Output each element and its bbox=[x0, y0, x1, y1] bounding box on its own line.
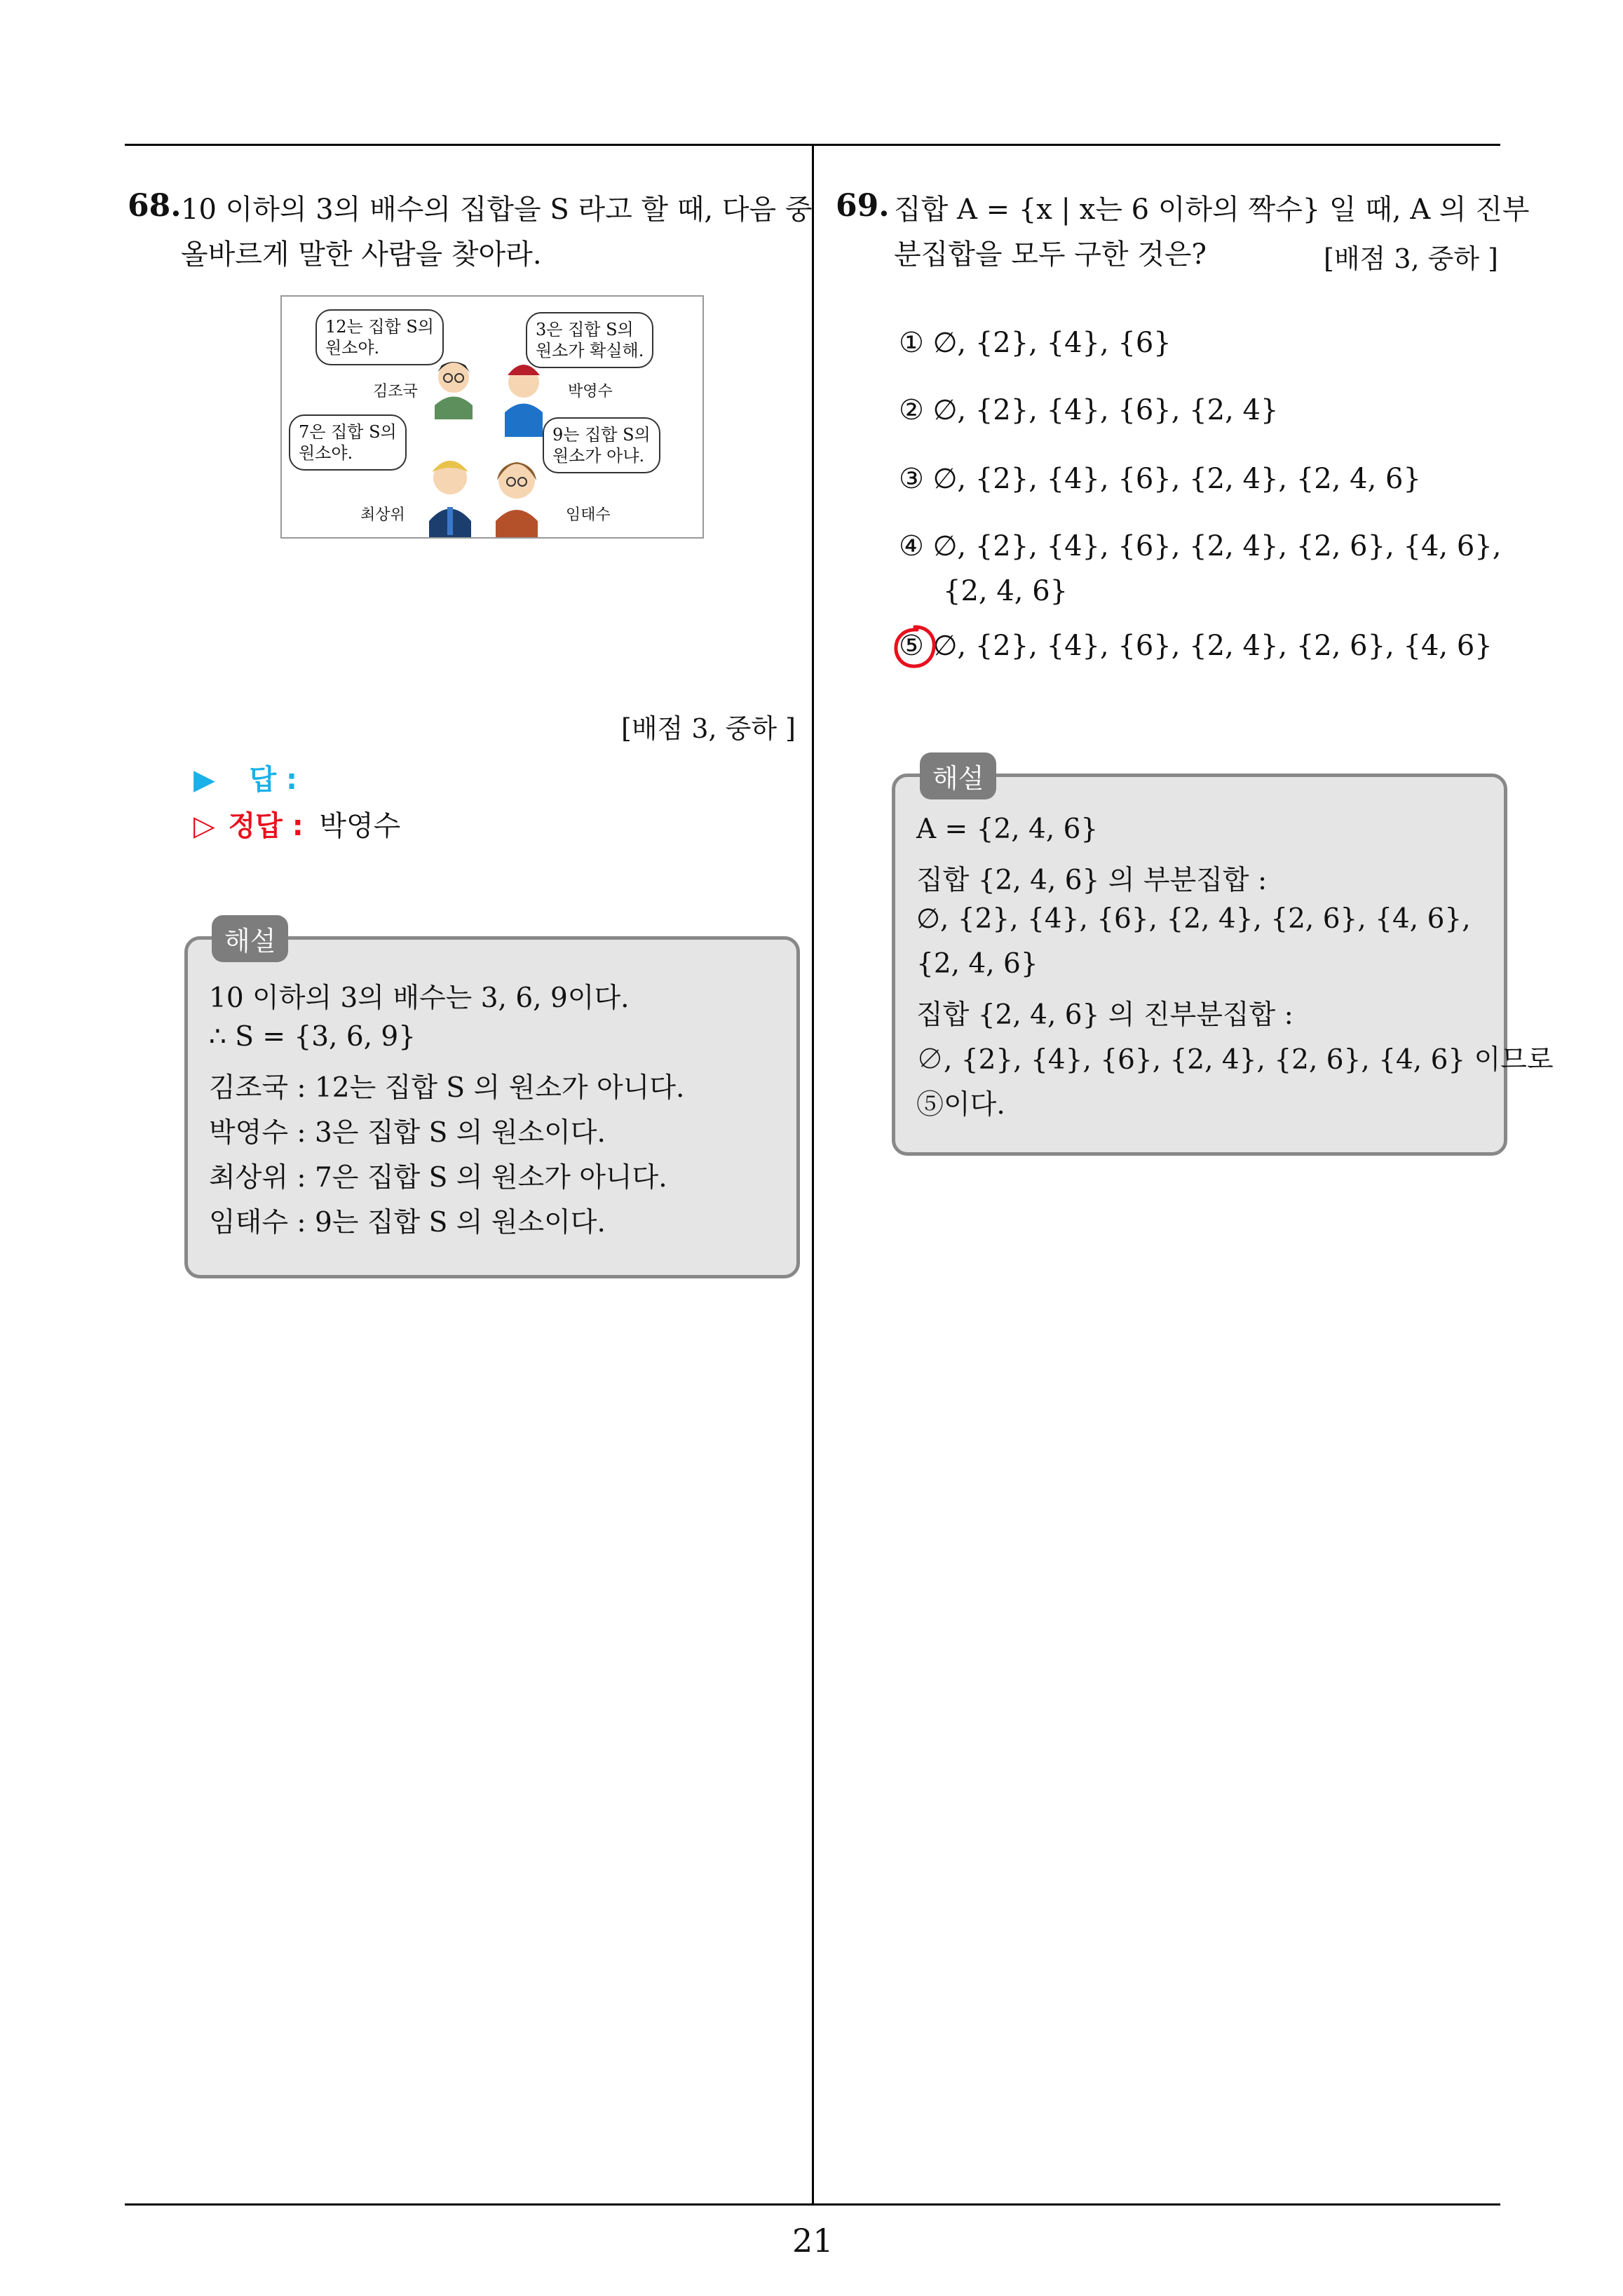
column-divider bbox=[812, 144, 814, 2206]
person-choi bbox=[429, 461, 471, 537]
q68-explain-line: ∴ S = {3, 6, 9} bbox=[209, 1021, 416, 1053]
q68-answer-row bbox=[193, 757, 297, 797]
q69-explain-line: 집합 {2, 4, 6} 의 진부분집합 : bbox=[916, 999, 1293, 1031]
q68-explain-line: 박영수 : 3은 집합 S 의 원소이다. bbox=[209, 1117, 606, 1149]
q69-option-4-cont: {2, 4, 6} bbox=[943, 575, 1068, 607]
q69-number: 69. bbox=[836, 188, 890, 224]
cartoon-people bbox=[282, 297, 702, 537]
q69-text-line2: 분집합을 모두 구한 것은? bbox=[894, 238, 1207, 271]
q69-option-4[interactable]: ④ ∅, {2}, {4}, {6}, {2, 4}, {2, 6}, {4, 6}, bbox=[899, 530, 1502, 562]
q69-option-2[interactable]: ② ∅, {2}, {4}, {6}, {2, 4} bbox=[899, 394, 1279, 426]
correct-value: 박영수 bbox=[319, 810, 401, 842]
bubble-park: 3은 집합 S의 원소가 확실해. bbox=[526, 312, 653, 368]
q69-explain-line: ∅, {2}, {4}, {6}, {2, 4}, {2, 6}, {4, 6}, bbox=[916, 903, 1471, 935]
answer-arrow-icon: ▶ bbox=[193, 764, 215, 796]
page-number: 21 bbox=[792, 2222, 834, 2260]
q68-score: [배점 3, 중하 ] bbox=[621, 713, 796, 744]
q69-explain-line: ⑤이다. bbox=[916, 1089, 1005, 1121]
correct-label: 정답 : bbox=[228, 810, 304, 842]
q68-explain-line: 임태수 : 9는 집합 S 의 원소이다. bbox=[209, 1207, 606, 1238]
name-park: 박영수 bbox=[568, 383, 613, 400]
q68-explain-line: 최상위 : 7은 집합 S 의 원소가 아니다. bbox=[209, 1162, 667, 1194]
q69-explain-line: 집합 {2, 4, 6} 의 부분집합 : bbox=[916, 865, 1268, 896]
q68-explanation-tag: 해설 bbox=[212, 915, 288, 962]
q69-explain-line: {2, 4, 6} bbox=[916, 948, 1038, 980]
q69-explain-line: A = {2, 4, 6} bbox=[916, 813, 1099, 845]
q69-option-5[interactable]: ⑤ ∅, {2}, {4}, {6}, {2, 4}, {2, 6}, {4, 6} bbox=[899, 630, 1493, 662]
q69-explanation-box bbox=[892, 774, 1554, 1156]
q69-score: [배점 3, 중하 ] bbox=[1324, 243, 1498, 274]
correct-arrow-icon: ▷ bbox=[193, 810, 215, 842]
q68-explain-line: 10 이하의 3의 배수는 3, 6, 9이다. bbox=[209, 982, 630, 1014]
bubble-choi: 7은 집합 S의 원소야. bbox=[289, 414, 407, 471]
q68-explanation-box bbox=[184, 936, 800, 1278]
q68-illustration bbox=[280, 295, 704, 539]
person-lim bbox=[496, 462, 538, 537]
q69-option-1[interactable]: ① ∅, {2}, {4}, {6} bbox=[899, 327, 1172, 359]
name-lim: 임태수 bbox=[566, 506, 611, 524]
q68-text-line2: 올바르게 말한 사람을 찾아라. bbox=[181, 238, 542, 271]
bubble-lim: 9는 집합 S의 원소가 아냐. bbox=[543, 417, 660, 473]
q68-explain-line: 김조국 : 12는 집합 S 의 원소가 아니다. bbox=[209, 1072, 685, 1104]
name-choi: 최상위 bbox=[360, 506, 405, 524]
bubble-kim: 12는 집합 S의 원소야. bbox=[315, 309, 444, 365]
q69-text-line1: 집합 A = {x | x는 6 이하의 짝수} 일 때, A 의 진부 bbox=[894, 194, 1530, 226]
q69-explain-line: ∅, {2}, {4}, {6}, {2, 4}, {2, 6}, {4, 6} 이므로 bbox=[916, 1044, 1554, 1076]
q69-option-3[interactable]: ③ ∅, {2}, {4}, {6}, {2, 4}, {2, 4, 6} bbox=[899, 463, 1421, 495]
person-kim bbox=[435, 362, 473, 419]
q68-correct-row bbox=[193, 804, 400, 844]
q68-number: 68. bbox=[128, 188, 182, 224]
footer-rule bbox=[125, 2203, 1500, 2206]
answer-label: 답 : bbox=[249, 764, 298, 796]
q69-explanation-tag: 해설 bbox=[920, 752, 996, 799]
q68-text-line1: 10 이하의 3의 배수의 집합을 S 라고 할 때, 다음 중 bbox=[181, 194, 813, 226]
person-park bbox=[505, 365, 543, 437]
name-kim: 김조국 bbox=[373, 383, 418, 400]
selected-answer-circle-icon bbox=[890, 623, 939, 672]
